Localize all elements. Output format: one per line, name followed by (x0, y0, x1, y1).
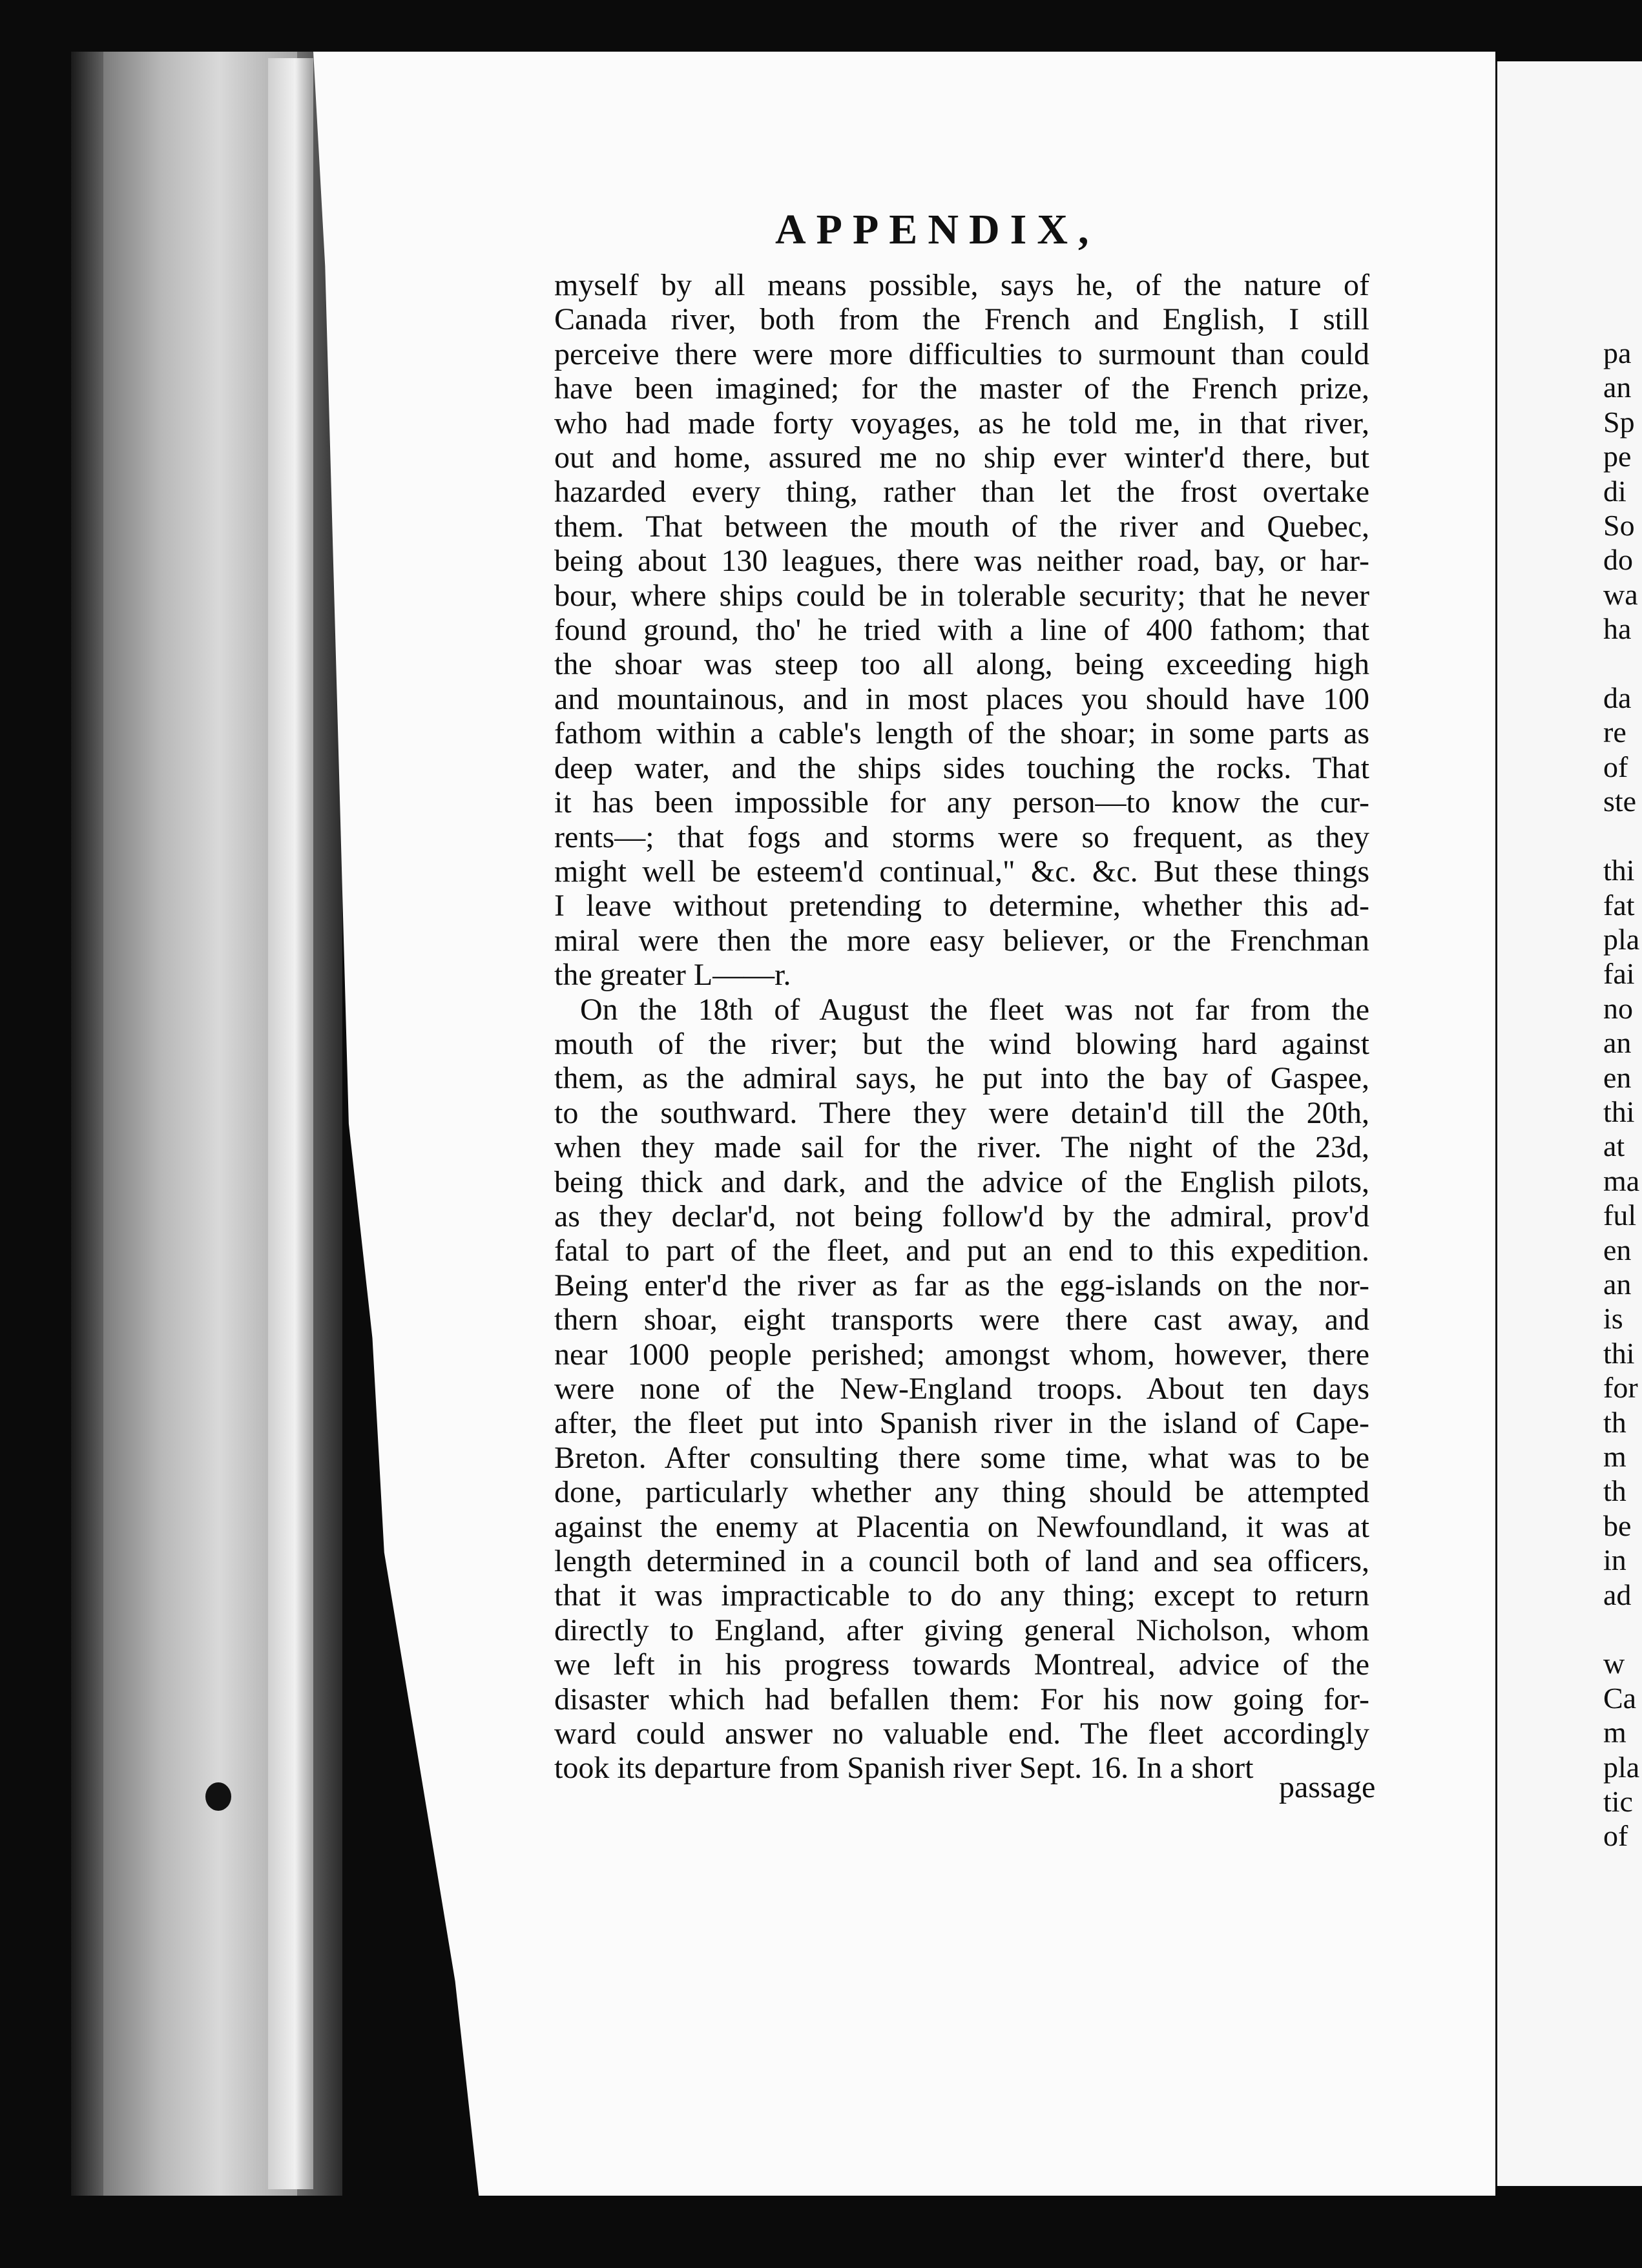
facing-page-fragment: thi (1603, 1095, 1635, 1128)
facing-page-fragment: Ca (1603, 1681, 1637, 1715)
text-line: Canada river, both from the French and English, I still (554, 302, 1369, 337)
text-line: Being enter'd the river as far as the egg-islands on the nor- (554, 1268, 1369, 1303)
text-line: after, the fleet put into Spanish river in the island of Cape- (554, 1406, 1369, 1441)
text-line: miral were then the more easy believer, or the Frenchman (554, 923, 1369, 958)
catchword: passage (1279, 1770, 1376, 1804)
facing-page-fragment: fat (1603, 888, 1635, 922)
text-line: have been imagined; for the master of the French prize, (554, 371, 1369, 406)
facing-page-fragment: ma (1603, 1164, 1640, 1197)
facing-page-fragment: of (1603, 750, 1628, 783)
facing-page-fragment: an (1603, 1026, 1632, 1060)
facing-page-fragment (1603, 646, 1642, 681)
body-text (554, 268, 1369, 1786)
text-line: being thick and dark, and the advice of the English pilots, (554, 1164, 1369, 1199)
text-line: directly to England, after giving general Nicholson, whom (554, 1613, 1369, 1647)
text-line: near 1000 people perished; amongst whom, however, there (554, 1337, 1369, 1372)
facing-page-fragment: en (1603, 1060, 1632, 1094)
text-line: to the southward. There they were detain'd till the 20th, (554, 1095, 1369, 1130)
text-line: hazarded every thing, rather than let the frost overtake (554, 475, 1369, 510)
text-line: done, particularly whether any thing should be attempted (554, 1475, 1369, 1510)
facing-page-fragment: at (1603, 1129, 1625, 1163)
text-line: the shoar was steep too all along, being exceeding high (554, 647, 1369, 682)
facing-page-fragment: da (1603, 681, 1632, 715)
page-header: APPENDIX, (775, 206, 1099, 253)
facing-page-fragment: en (1603, 1233, 1632, 1266)
text-line: rents—; that fogs and storms were so frequent, as they (554, 820, 1369, 854)
text-line: Breton. After consulting there some time, what was to be (554, 1440, 1369, 1475)
facing-page-fragment: th (1603, 1474, 1626, 1508)
text-line: thern shoar, eight transports were there cast away, and (554, 1303, 1369, 1337)
facing-page-fragment: ful (1603, 1199, 1637, 1232)
facing-page-fragment: for (1603, 1371, 1638, 1405)
text-line: who had made forty voyages, as he told me, in that river, (554, 406, 1369, 440)
text-line: as they declar'd, not being follow'd by the admiral, prov'd (554, 1199, 1369, 1233)
text-line: ward could answer no valuable end. The fleet accordingly (554, 1716, 1369, 1751)
facing-page-fragment: ste (1603, 785, 1637, 818)
facing-page-fragment: di (1603, 474, 1626, 508)
facing-page-fragment: th (1603, 1405, 1626, 1439)
text-line: fathom within a cable's length of the shoar; in some parts as (554, 716, 1369, 751)
facing-page-fragment (1603, 1612, 1642, 1646)
ink-blot (205, 1782, 231, 1811)
text-line: we left in his progress towards Montreal, advice of the (554, 1647, 1369, 1682)
facing-page-fragment: is (1603, 1302, 1623, 1335)
text-line: against the enemy at Placentia on Newfoundland, it was at (554, 1509, 1369, 1544)
text-line: deep water, and the ships sides touching the rocks. That (554, 750, 1369, 785)
facing-page-fragment: thi (1603, 1336, 1635, 1370)
facing-page-fragment: pa (1603, 336, 1632, 369)
facing-page-fragment: pe (1603, 440, 1632, 473)
facing-page-fragment: m (1603, 1716, 1626, 1749)
binding-strip (268, 58, 313, 2189)
text-line: when they made sail for the river. The night of the 23d, (554, 1130, 1369, 1165)
facing-page-fragment: fai (1603, 957, 1635, 991)
text-line: might well be esteem'd continual," &c. &c. But these things (554, 854, 1369, 889)
text-line: that it was impracticable to do any thing; except to return (554, 1578, 1369, 1613)
facing-page-fragment: of (1603, 1819, 1628, 1853)
facing-page-fragment: So (1603, 509, 1635, 542)
facing-page-fragment: m (1603, 1440, 1626, 1473)
text-line: the greater L——r. (554, 958, 791, 993)
text-line: found ground, tho' he tried with a line of 400 fathom; that (554, 613, 1369, 648)
facing-page-fragment: thi (1603, 854, 1635, 887)
text-line: were none of the New-England troops. About ten days (554, 1372, 1369, 1406)
text-line: it has been impossible for any person—to know the cur- (554, 785, 1369, 820)
facing-page-fragment: ha (1603, 612, 1632, 646)
text-line: fatal to part of the fleet, and put an end to this expedition. (554, 1233, 1369, 1268)
facing-page-fragment: be (1603, 1509, 1632, 1542)
facing-page-fragment: in (1603, 1543, 1626, 1577)
facing-page-fragment: no (1603, 991, 1633, 1025)
facing-page-fragment: Sp (1603, 405, 1635, 438)
facing-page-fragment: w (1603, 1647, 1625, 1680)
facing-page-fragment: ad (1603, 1578, 1632, 1611)
facing-page-fragment: an (1603, 371, 1632, 404)
text-line: I leave without pretending to determine, whether this ad- (554, 889, 1369, 923)
text-line: mouth of the river; but the wind blowing hard against (554, 1026, 1369, 1061)
text-line: being about 130 leagues, there was neither road, bay, or har- (554, 544, 1369, 579)
text-line: them, as the admiral says, he put into the bay of Gaspee, (554, 1061, 1369, 1096)
facing-page-fragment: pla (1603, 1750, 1640, 1784)
facing-page-text (1603, 336, 1642, 1853)
facing-page-fragment: wa (1603, 577, 1638, 611)
text-line: perceive there were more difficulties to surmount than could (554, 336, 1369, 371)
facing-page-fragment: pla (1603, 922, 1640, 956)
facing-page-fragment: re (1603, 716, 1626, 749)
facing-page-fragment: do (1603, 543, 1633, 577)
facing-page-fragment: tic (1603, 1785, 1633, 1819)
text-line: took its departure from Spanish river Sept. 16. In a short (554, 1751, 1254, 1786)
text-line: length determined in a council both of land and sea officers, (554, 1544, 1369, 1579)
text-line: them. That between the mouth of the river and Quebec, (554, 509, 1369, 544)
text-line: On the 18th of August the fleet was not far from the (580, 992, 1369, 1027)
facing-page-fragment: an (1603, 1267, 1632, 1301)
text-line: and mountainous, and in most places you should have 100 (554, 681, 1369, 716)
facing-page-fragment (1603, 819, 1642, 853)
text-line: myself by all means possible, says he, of the nature of (554, 268, 1369, 302)
text-line: bour, where ships could be in tolerable security; that he never (554, 578, 1369, 613)
text-line: disaster which had befallen them: For his now going for- (554, 1682, 1369, 1716)
text-line: out and home, assured me no ship ever winter'd there, but (554, 440, 1369, 475)
